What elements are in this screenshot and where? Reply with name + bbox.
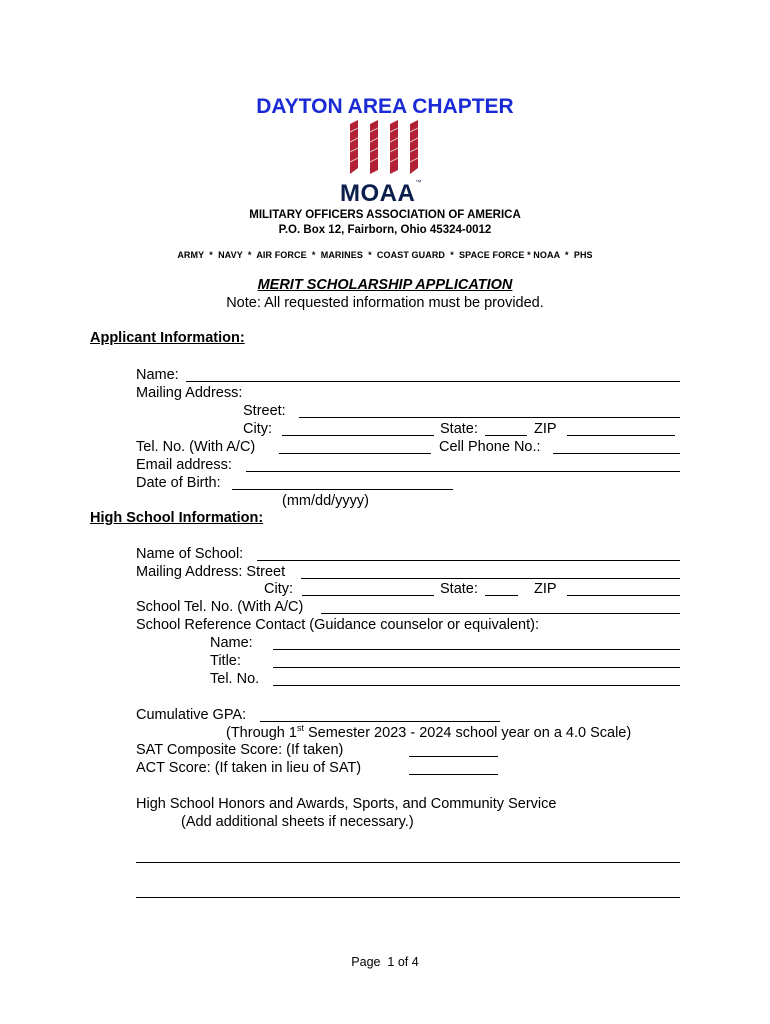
chapter-title: DAYTON AREA CHAPTER bbox=[256, 95, 514, 118]
applicant-state-label: State: bbox=[440, 421, 478, 437]
sat-label: SAT Composite Score: (If taken) bbox=[136, 742, 344, 758]
applicant-email-label: Email address: bbox=[136, 457, 232, 473]
logo-trademark: ™ bbox=[415, 180, 422, 186]
dob-format-hint: (mm/dd/yyyy) bbox=[282, 493, 369, 509]
applicant-cell-label: Cell Phone No.: bbox=[439, 439, 541, 455]
applicant-zip-field[interactable] bbox=[567, 435, 675, 436]
logo-text: MOAA bbox=[340, 180, 416, 207]
org-address: P.O. Box 12, Fairborn, Ohio 45324-0012 bbox=[278, 224, 492, 236]
school-street-field[interactable] bbox=[301, 578, 680, 579]
gpa-note-pre: (Through 1 bbox=[226, 725, 297, 741]
school-zip-label: ZIP bbox=[534, 581, 557, 597]
gpa-note-sup: st bbox=[296, 723, 304, 734]
gpa-field[interactable] bbox=[260, 721, 500, 722]
reference-tel-label: Tel. No. bbox=[210, 671, 260, 687]
applicant-street-field[interactable] bbox=[299, 417, 680, 418]
sat-field[interactable] bbox=[409, 756, 498, 757]
honors-label: High School Honors and Awards, Sports, and Community Service bbox=[136, 796, 557, 812]
school-city-field[interactable] bbox=[302, 595, 434, 596]
applicant-name-label: Name: bbox=[136, 367, 179, 383]
reference-tel-field[interactable] bbox=[273, 685, 680, 686]
applicant-city-label: City: bbox=[243, 421, 272, 437]
reference-name-label: Name: bbox=[210, 635, 253, 651]
school-name-field[interactable] bbox=[257, 560, 680, 561]
application-note: Note: All requested information must be provided. bbox=[226, 295, 544, 311]
school-section-heading: High School Information: bbox=[90, 510, 264, 526]
flag-bars-icon bbox=[340, 118, 432, 180]
reference-title-field[interactable] bbox=[273, 667, 680, 668]
applicant-cell-field[interactable] bbox=[553, 453, 680, 454]
school-name-label: Name of School: bbox=[136, 546, 244, 562]
org-name: MILITARY OFFICERS ASSOCIATION OF AMERICA bbox=[249, 209, 521, 221]
school-tel-field[interactable] bbox=[321, 613, 680, 614]
applicant-section-heading: Applicant Information: bbox=[90, 330, 245, 346]
act-field[interactable] bbox=[409, 774, 498, 775]
school-state-label: State: bbox=[440, 581, 478, 597]
application-title: MERIT SCHOLARSHIP APPLICATION bbox=[257, 277, 513, 293]
branches-line: ARMY * NAVY * AIR FORCE * MARINES * COAST GUARD * SPACE FORCE * NOAA * PHS bbox=[177, 250, 593, 260]
page-number: Page 1 of 4 bbox=[351, 955, 419, 969]
applicant-tel-label: Tel. No. (With A/C) bbox=[136, 439, 256, 455]
gpa-note bbox=[226, 724, 631, 742]
applicant-name-field[interactable] bbox=[186, 381, 680, 382]
honors-line-2[interactable] bbox=[136, 897, 680, 898]
school-tel-label: School Tel. No. (With A/C) bbox=[136, 599, 304, 615]
honors-line-1[interactable] bbox=[136, 862, 680, 863]
applicant-city-field[interactable] bbox=[282, 435, 434, 436]
gpa-label: Cumulative GPA: bbox=[136, 707, 247, 723]
school-city-label: City: bbox=[264, 581, 293, 597]
moaa-logo bbox=[340, 118, 432, 208]
applicant-dob-field[interactable] bbox=[232, 489, 453, 490]
honors-note: (Add additional sheets if necessary.) bbox=[181, 814, 414, 830]
act-label: ACT Score: (If taken in lieu of SAT) bbox=[136, 760, 362, 776]
applicant-dob-label: Date of Birth: bbox=[136, 475, 221, 491]
school-reference-label: School Reference Contact (Guidance counselor or equivalent): bbox=[136, 617, 540, 633]
applicant-email-field[interactable] bbox=[246, 471, 680, 472]
reference-name-field[interactable] bbox=[273, 649, 680, 650]
applicant-street-label: Street: bbox=[243, 403, 286, 419]
applicant-zip-label: ZIP bbox=[534, 421, 557, 437]
school-zip-field[interactable] bbox=[567, 595, 680, 596]
gpa-note-post: Semester 2023 - 2024 school year on a 4.0 Scale) bbox=[303, 725, 632, 741]
applicant-mailing-label: Mailing Address: bbox=[136, 385, 243, 401]
school-state-field[interactable] bbox=[485, 595, 518, 596]
applicant-tel-field[interactable] bbox=[279, 453, 431, 454]
reference-title-label: Title: bbox=[210, 653, 241, 669]
applicant-state-field[interactable] bbox=[485, 435, 527, 436]
school-mailing-label: Mailing Address: Street bbox=[136, 564, 286, 580]
